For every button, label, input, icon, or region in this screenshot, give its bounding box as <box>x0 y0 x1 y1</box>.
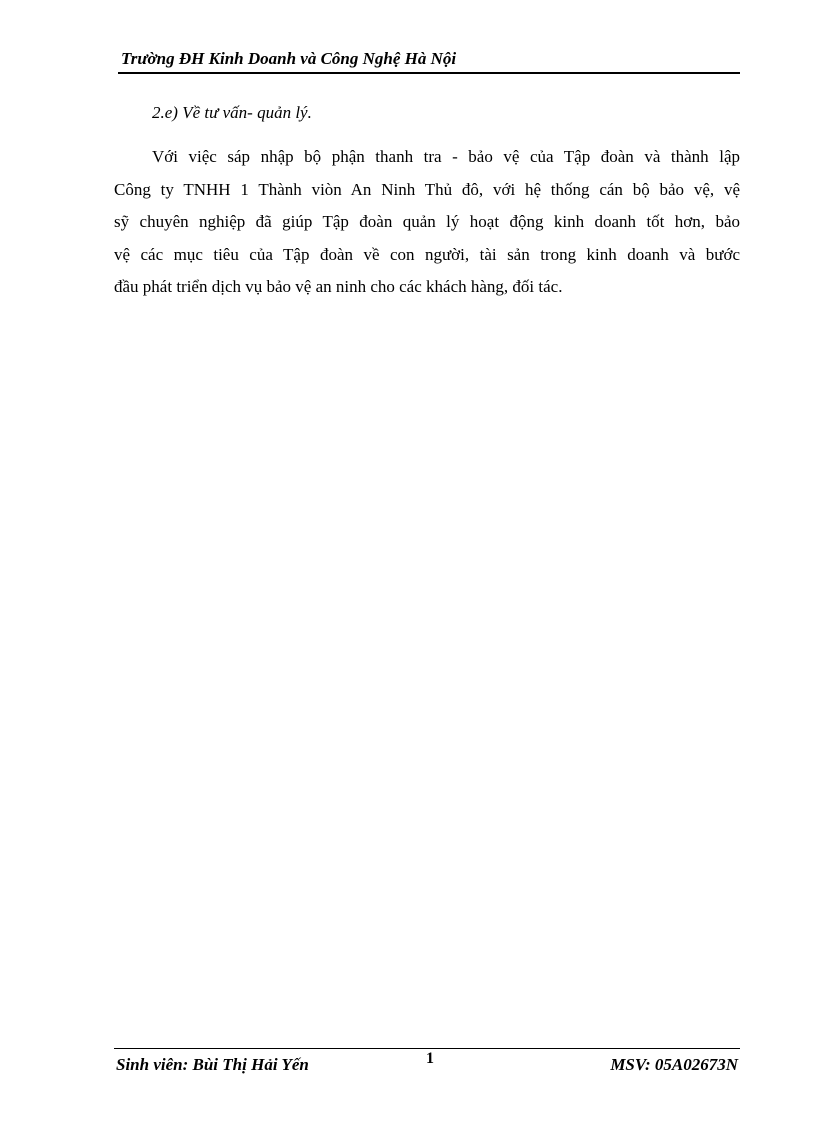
footer-student-name: Sinh viên: Bùi Thị Hải Yến <box>116 1055 309 1074</box>
header-title: Trường ĐH Kinh Doanh và Công Nghệ Hà Nội <box>121 49 457 68</box>
paragraph-line: Công ty TNHH 1 Thành viòn An Ninh Thủ đô, với hệ thống cán bộ bảo vệ, vệ <box>114 179 740 199</box>
footer-student-id: MSV: 05A02673N <box>610 1055 738 1074</box>
section-heading: 2.e) Về tư vấn- quản lý. <box>152 103 312 122</box>
page-footer <box>114 1048 740 1079</box>
paragraph-line: vệ các mục tiêu của Tập đoàn về con người, tài sản trong kinh doanh và bước <box>114 244 740 264</box>
paragraph-line: đầu phát triển dịch vụ bảo vệ an ninh cho các khách hàng, đối tác. <box>114 277 563 296</box>
body-paragraph <box>114 141 740 304</box>
paragraph-line: sỹ chuyên nghiệp đã giúp Tập đoàn quản lý hoạt động kinh doanh tốt hơn, bảo <box>114 212 740 231</box>
paragraph-line: Với việc sáp nhập bộ phận thanh tra - bảo vệ của Tập đoàn và thành lập <box>152 147 740 166</box>
page-header <box>118 48 740 74</box>
page-number: 1 <box>426 1050 434 1067</box>
